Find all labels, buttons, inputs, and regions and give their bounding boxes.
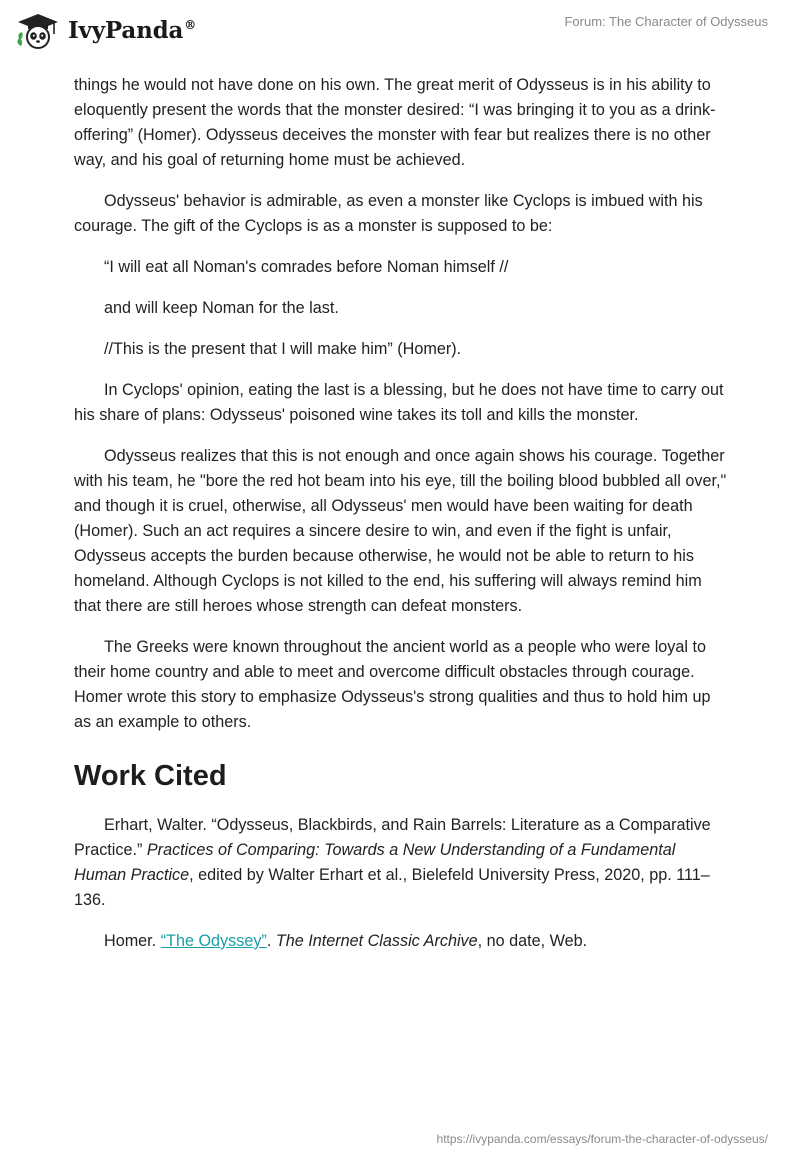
paragraph-1: things he would not have done on his own. The great merit of Odysseus is in his ability to eloquently present the words that the monster desired: “I was bringing it to you as a drink-offering” (Homer). Odysseus deceives the monster with fear but realizes there is no other way, and his goal of returning home must be achieved.: [74, 76, 716, 169]
quote-line-3: //This is the present that I will make him” (Homer).: [104, 340, 462, 358]
essay-content: [74, 73, 730, 970]
footer-url: https://ivypanda.com/essays/forum-the-character-of-odysseus/: [436, 1132, 768, 1146]
logo-wordmark: IvyPanda®: [68, 16, 196, 44]
citation-homer: Homer. “The Odyssey”. The Internet Classic Archive, no date, Web.: [104, 932, 588, 950]
works-cited-heading: Work Cited: [74, 760, 227, 792]
paragraph-3: In Cyclops' opinion, eating the last is a blessing, but he does not have time to carry out his share of plans: Odysseus' poisoned wine takes its toll and kills the monster.: [74, 381, 724, 424]
paragraph-4: Odysseus realizes that this is not enough and once again shows his courage. Together with his team, he "bore the red hot beam into his eye, till the boiling blood bubbled all over," and though it is cruel, otherwise, all Odysseus' men would have been waiting for death (Homer). Such an act requires a sincere desire to win, and even if the fight is unfair, Odysseus accepts the burden because otherwise, he would not be able to return to his homeland. Although Cyclops is not killed to the end, his suffering will always remind him that there are still heroes whose strength can defeat monsters.: [74, 447, 727, 615]
quote-line-2: and will keep Noman for the last.: [104, 299, 339, 317]
paragraph-5: The Greeks were known throughout the ancient world as a people who were loyal to their home country and able to meet and overcome difficult obstacles through courage. Homer wrote this story to emphasize Odysseus's strong qualities and thus to hold him up as an example to others.: [74, 638, 711, 731]
citation-erhart: Erhart, Walter. “Odysseus, Blackbirds, and Rain Barrels: Literature as a Comparative Practice.” Practices of Comparing: Towards a New Understanding of a Fundamental Human Practice, edited by Walter Erhart et al., Bielefeld University Press, 2020, pp. 111–136.: [74, 816, 711, 909]
header: [0, 0, 800, 70]
document-title: Forum: The Character of Odysseus: [564, 14, 768, 29]
panda-logo-icon: [14, 10, 62, 50]
paragraph-2: Odysseus' behavior is admirable, as even a monster like Cyclops is imbued with his courage. The gift of the Cyclops is as a monster is supposed to be:: [74, 192, 703, 235]
odyssey-link[interactable]: “The Odyssey”: [160, 932, 267, 950]
quote-line-1: “I will eat all Noman's comrades before Noman himself //: [104, 258, 509, 276]
site-logo[interactable]: [14, 10, 196, 50]
